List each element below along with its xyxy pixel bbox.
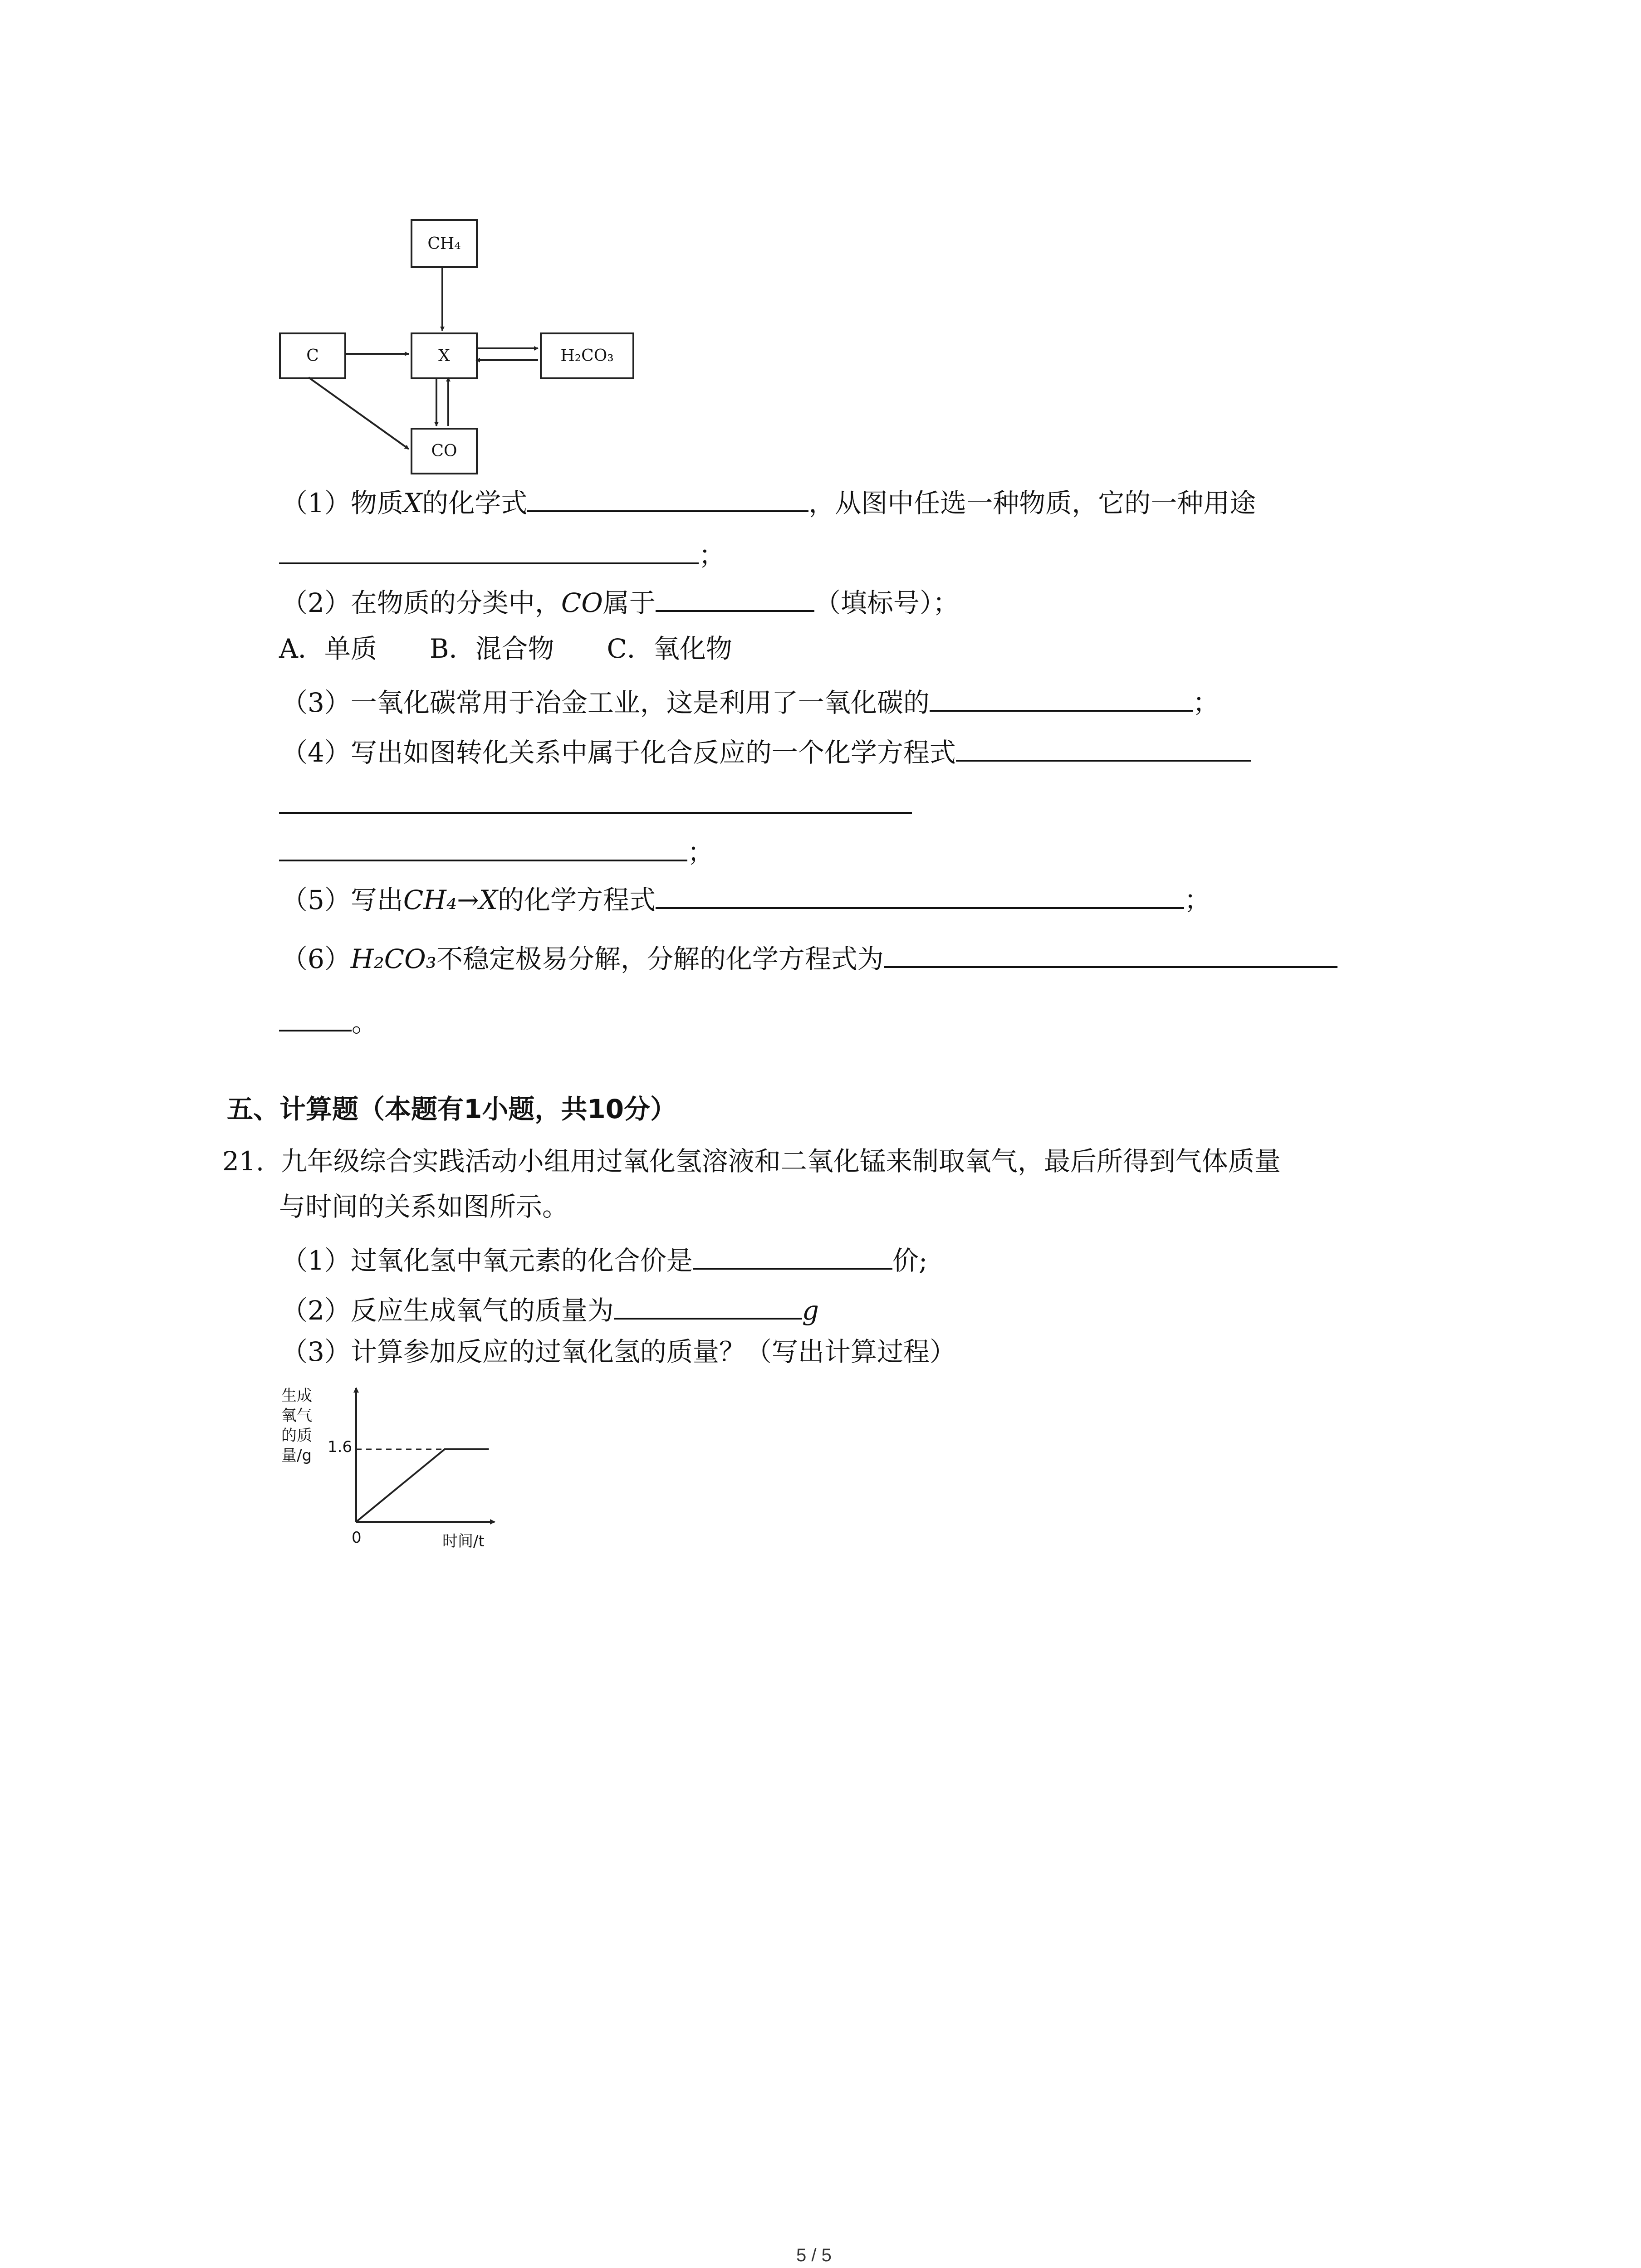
chart-ylabel-line: 氧气 — [281, 1407, 312, 1425]
q20-part1-a: （1）物质 — [281, 488, 403, 518]
q20-part2-a: （2）在物质的分类中， — [281, 587, 561, 618]
chart-series-line — [356, 1449, 489, 1522]
node-ch4-label: CH₄ — [427, 234, 461, 253]
q20-part1-x: X — [403, 488, 422, 518]
chart-ylabel-line: 的质 — [281, 1427, 312, 1445]
q20-part3-text: （3）一氧化碳常用于冶金工业，这是利用了一氧化碳的 — [281, 687, 930, 718]
q20-part4-text: （4）写出如图转化关系中属于化合反应的一个化学方程式 — [281, 737, 956, 768]
chart-xlabel: 时间/t — [442, 1532, 485, 1550]
q21-part1-b: 价; — [892, 1245, 928, 1276]
chart-ylabel-line: 量/g — [281, 1447, 312, 1465]
q20-options: A．单质 B．混合物 C．氧化物 — [279, 633, 732, 664]
q20-part4-end: ； — [687, 837, 714, 868]
q20-part5-formula: CH₄→X — [403, 885, 498, 915]
q20-part1-c: ，从图中任选一种物质，它的一种用途 — [808, 488, 1256, 518]
q21-part2-unit: g — [802, 1295, 819, 1326]
q21-text1: 九年级综合实践活动小组用过氧化氢溶液和二氧化锰来制取氧气，最后所得到气体质量 — [280, 1146, 1281, 1177]
q20-part2-c: （填标号）； — [814, 587, 959, 618]
q20-part5-a: （5）写出 — [281, 885, 403, 915]
chart-origin-label: 0 — [352, 1529, 362, 1547]
q20-part6-a: （6） — [281, 943, 351, 974]
page-number: 5 / 5 — [796, 2245, 832, 2265]
node-h2co3-label: H₂CO₃ — [560, 347, 614, 365]
q20-part2-co: CO — [561, 587, 603, 618]
section-5-title: 五、计算题（本题有1小题，共10分） — [227, 1094, 677, 1124]
q20-part1-b: 的化学式 — [422, 488, 528, 518]
q20-part6-b: 不稳定极易分解，分解的化学方程式为 — [436, 943, 884, 974]
q20-part6-formula: H₂CO₃ — [350, 943, 436, 974]
q20-part5-b: 的化学方程式 — [498, 885, 656, 915]
q21-number: 21. — [222, 1146, 265, 1177]
q21-part3: （3）计算参加反应的过氧化氢的质量？（写出计算过程） — [281, 1336, 956, 1367]
node-x-label: X — [438, 347, 450, 365]
q20-part6-end: 。 — [352, 1007, 378, 1038]
q21-part2-a: （2）反应生成氧气的质量为 — [281, 1295, 614, 1326]
q20-part5-end: ； — [1184, 885, 1211, 915]
q21-part1-a: （1）过氧化氢中氧元素的化合价是 — [281, 1245, 693, 1276]
q20-part3-end: ； — [1192, 687, 1219, 718]
chart-ylabel-line: 生成 — [281, 1387, 312, 1405]
q21-line2: 与时间的关系如图所示。 — [279, 1191, 569, 1222]
node-co-label: CO — [431, 442, 457, 460]
q20-part2-b: 属于 — [603, 587, 656, 618]
chart-ytick-label: 1.6 — [328, 1438, 353, 1456]
node-c-label: C — [306, 347, 319, 365]
q20-part1-end: ； — [699, 540, 725, 571]
